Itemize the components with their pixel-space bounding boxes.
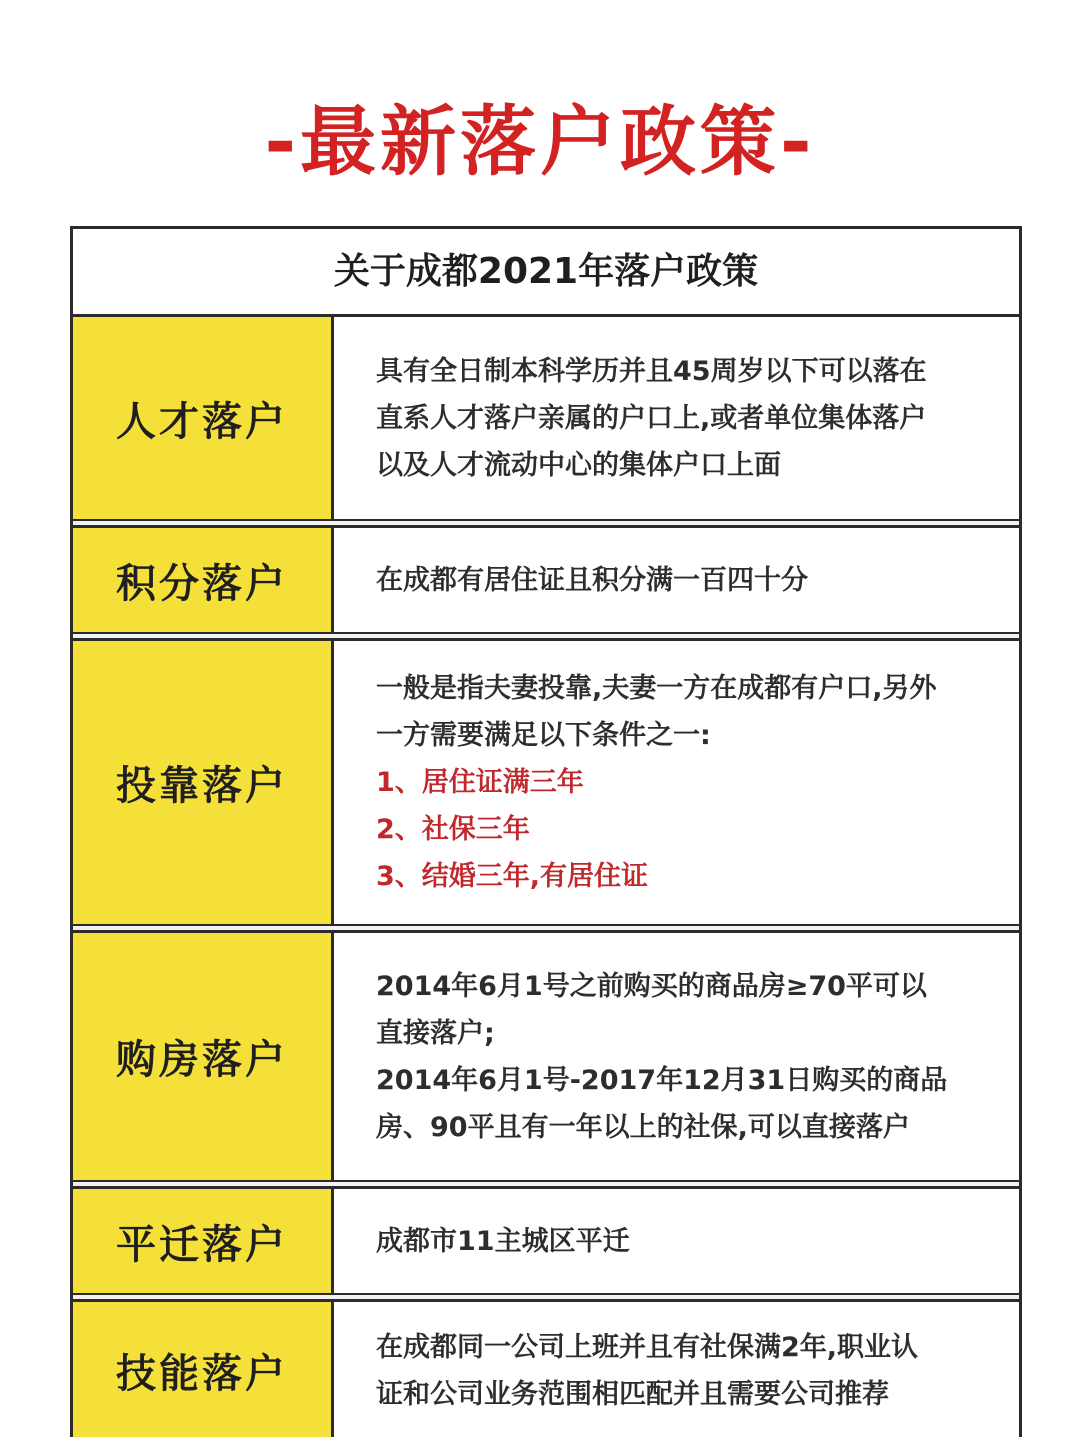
category-label: 积分落户 (73, 528, 334, 632)
description-line: 成都市11主城区平迁 (376, 1225, 630, 1257)
category-label: 平迁落户 (73, 1189, 334, 1293)
policy-row-transfer (73, 1186, 1019, 1293)
policy-row-skills (73, 1299, 1019, 1437)
policy-row-family (73, 638, 1019, 924)
policy-description (334, 1189, 1019, 1293)
page-title: -最新落户政策- (264, 97, 816, 186)
description-line: 证和公司业务范围相匹配并且需要公司推荐 (376, 1378, 889, 1410)
description-line: 直系人才落户亲属的户口上,或者单位集体落户 (376, 402, 927, 434)
description-line: 在成都有居住证且积分满一百四十分 (376, 564, 808, 596)
policy-table (70, 226, 1022, 1437)
category-label: 购房落户 (73, 933, 334, 1180)
condition-item: 1、居住证满三年 (376, 767, 584, 798)
policy-row-talent (73, 317, 1019, 519)
description-line: 在成都同一公司上班并且有社保满2年,职业认 (376, 1331, 919, 1363)
category-label: 人才落户 (73, 317, 334, 519)
policy-row-housing (73, 930, 1019, 1180)
description-line: 以及人才流动中心的集体户口上面 (376, 449, 781, 481)
policy-description (334, 317, 1019, 519)
condition-item: 3、结婚三年,有居住证 (376, 861, 649, 892)
policy-description (334, 933, 1019, 1180)
condition-item: 2、社保三年 (376, 814, 530, 845)
table-header: 关于成都2021年落户政策 (73, 229, 1019, 317)
description-line: 具有全日制本科学历并且45周岁以下可以落在 (376, 355, 927, 387)
description-line: 2014年6月1号之前购买的商品房≥70平可以 (376, 970, 927, 1002)
description-line: 直接落户; (376, 1017, 495, 1049)
description-line: 一般是指夫妻投靠,夫妻一方在成都有户口,另外 (376, 673, 937, 704)
description-line: 房、90平且有一年以上的社保,可以直接落户 (376, 1111, 910, 1143)
category-label: 投靠落户 (73, 641, 334, 924)
policy-row-points (73, 525, 1019, 632)
description-line: 2014年6月1号-2017年12月31日购买的商品 (376, 1064, 948, 1096)
policy-description (334, 1302, 1019, 1437)
policy-description (334, 528, 1019, 632)
description-line: 一方需要满足以下条件之一: (376, 720, 711, 751)
category-label: 技能落户 (73, 1302, 334, 1437)
policy-description (334, 641, 1019, 924)
